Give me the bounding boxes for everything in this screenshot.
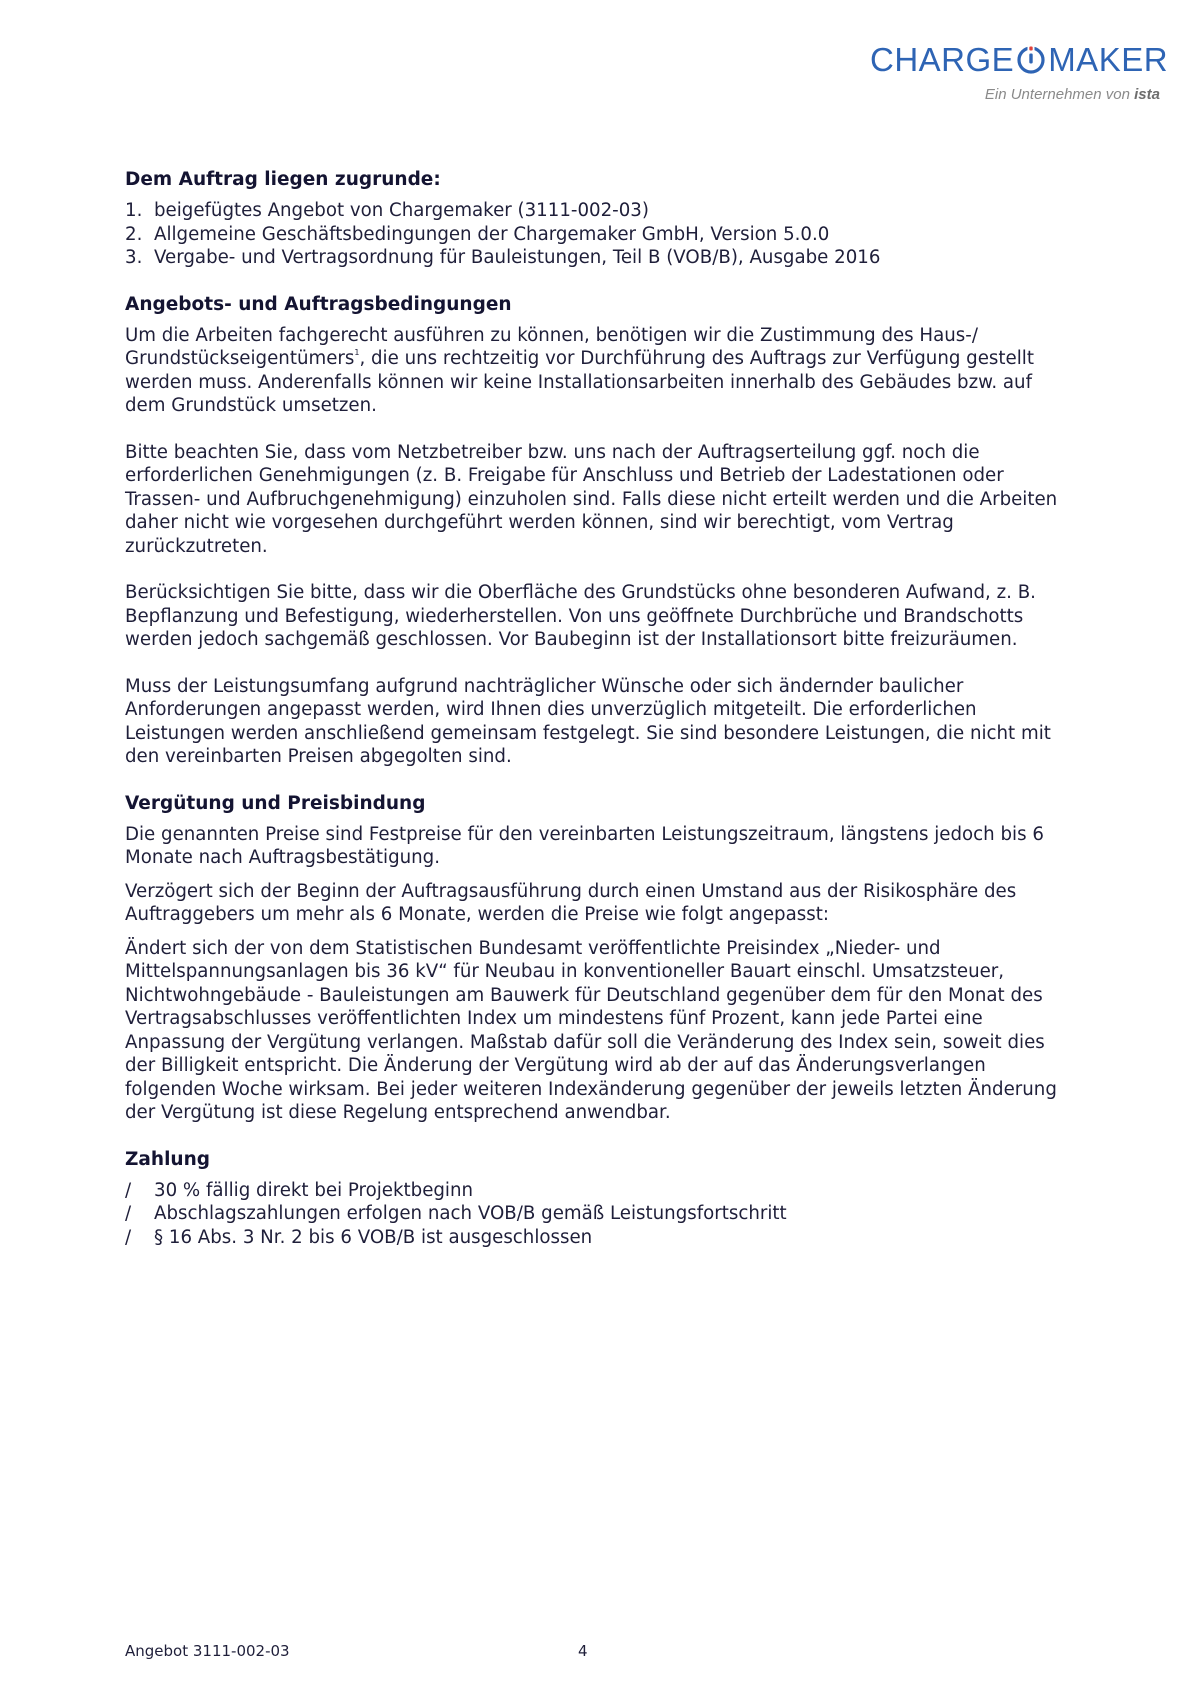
paragraph: Berücksichtigen Sie bitte, dass wir die Oberfläche des Grundstücks ohne besonderen Aufwand, z. B. Bepflanzung und Befestigung, wiederherstellen. Von uns geöffnete Durchbrüche und Brandschotts werden jedoch sachgemäß geschlossen. Vor Baubeginn ist der Installationsort bitte freizuräumen.: [125, 582, 1036, 650]
logo-wordmark: [870, 40, 1169, 84]
list-item: [125, 1202, 1065, 1226]
paragraph: Bitte beachten Sie, dass vom Netzbetreiber bzw. uns nach der Auftragserteilung ggf. noch die erforderlichen Genehmigungen (z. B. Freigabe für Anschluss und Betrieb der Ladestationen oder Trassen- und Aufbruchgenehmigung) einzuholen sind. Falls diese nicht erteilt werden und die Arbeiten daher nicht wie vorgesehen durchgeführt werden können, sind wir berechtigt, vom Vertrag zurückzutreten.: [125, 441, 1058, 557]
power-icon: [1016, 44, 1046, 84]
list-marker: 3.: [125, 247, 143, 268]
list-item: [125, 223, 1065, 247]
paragraph: [125, 324, 1065, 418]
paragraph: Ändert sich der von dem Statistischen Bundesamt veröffentlichte Preisindex „Nieder- und Mittelspannungsanlagen bis 36 kV“ für Neubau in konventioneller Bauart einschl. Umsatzsteuer, Nichtwohngebäude - Bauleistungen am Bauwerk für Deutschland gegenüber dem für den Monat des Vertragsabschlusses veröffentlichten Index um mindestens fünf Prozent, kann jede Partei eine Anpassung der Vergütung verlangen. Maßstab dafür soll die Veränderung des Index sein, soweit dies der Billigkeit entspricht. Die Änderung der Vergütung wird ab der auf das Änderungsverlangen folgenden Woche wirksam. Bei jeder weiteren Indexänderung gegenüber der jeweils letzten Änderung der Vergütung ist diese Regelung entsprechend anwendbar.: [125, 937, 1057, 1123]
document-body: [125, 168, 1065, 1249]
list-marker: /: [125, 1179, 132, 1201]
list-item: [125, 199, 1065, 223]
footer-reference: Angebot 3111-002-03: [125, 1642, 290, 1660]
list-marker: /: [125, 1226, 132, 1248]
section-heading-bedingungen: Angebots- und Auftragsbedingungen: [125, 293, 512, 315]
list-item-text: Vergabe- und Vertragsordnung für Bauleistungen, Teil B (VOB/B), Ausgabe 2016: [154, 247, 881, 268]
list-item-text: Abschlagszahlungen erfolgen nach VOB/B gemäß Leistungsfortschritt: [154, 1203, 787, 1224]
section-heading-grundlagen: Dem Auftrag liegen zugrunde:: [125, 169, 441, 190]
paragraph-text: , die uns rechtzeitig vor Durchführung des Auftrags zur Verfügung gestellt werden muss. Anderenfalls können wir keine Installationsarbeiten innerhalb des Gebäudes bzw. auf dem Grundstück umsetzen.: [125, 348, 1034, 416]
list-marker: 2.: [125, 223, 143, 245]
list-item-text: § 16 Abs. 3 Nr. 2 bis 6 VOB/B ist ausgeschlossen: [154, 1226, 593, 1248]
zahlung-list: [125, 1179, 1065, 1250]
list-item: [125, 246, 1065, 270]
list-item: [125, 1179, 1065, 1203]
paragraph-text: Um die Arbeiten fachgerecht ausführen zu können, benötigen wir die Zustimmung des Haus-/ Grundstückseigentümers: [125, 324, 978, 369]
paragraph: Verzögert sich der Beginn der Auftragsausführung durch einen Umstand aus der Risikosphäre des Auftraggebers um mehr als 6 Monate, werden die Preise wie folgt angepasst:: [125, 880, 1017, 925]
ista-brand: ista: [1134, 86, 1160, 103]
grundlagen-list: [125, 199, 1065, 270]
list-item: [125, 1226, 1065, 1250]
list-item-text: Allgemeine Geschäftsbedingungen der Chargemaker GmbH, Version 5.0.0: [154, 223, 830, 245]
section-heading-verguetung: Vergütung und Preisbindung: [125, 792, 426, 814]
paragraph: Muss der Leistungsumfang aufgrund nachträglicher Wünsche oder sich ändernder baulicher Anforderungen angepasst werden, wird Ihnen dies unverzüglich mitgeteilt. Die erforderlichen Leistungen werden anschließend gemeinsam festgelegt. Sie sind besondere Leistungen, die nicht mit den vereinbarten Preisen abgegolten sind.: [125, 675, 1051, 767]
list-marker: /: [125, 1203, 132, 1224]
logo-tagline: [870, 86, 1160, 104]
logo-word-maker: MAKER: [1048, 41, 1169, 78]
list-item-text: 30 % fällig direkt bei Projektbeginn: [154, 1179, 474, 1201]
section-heading-zahlung: Zahlung: [125, 1148, 210, 1170]
logo-word-charge: CHARGE: [870, 41, 1015, 78]
list-marker: 1.: [125, 200, 143, 221]
logo-tagline-text: Ein Unternehmen von: [984, 86, 1135, 103]
page-number: 4: [578, 1642, 588, 1660]
footnote-marker: 1: [354, 348, 360, 357]
list-item-text: beigefügtes Angebot von Chargemaker (3111-002-03): [154, 200, 649, 221]
company-logo: [870, 40, 1169, 104]
paragraph: Die genannten Preise sind Festpreise für den vereinbarten Leistungszeitraum, längstens jedoch bis 6 Monate nach Auftragsbestätigung.: [125, 823, 1044, 868]
